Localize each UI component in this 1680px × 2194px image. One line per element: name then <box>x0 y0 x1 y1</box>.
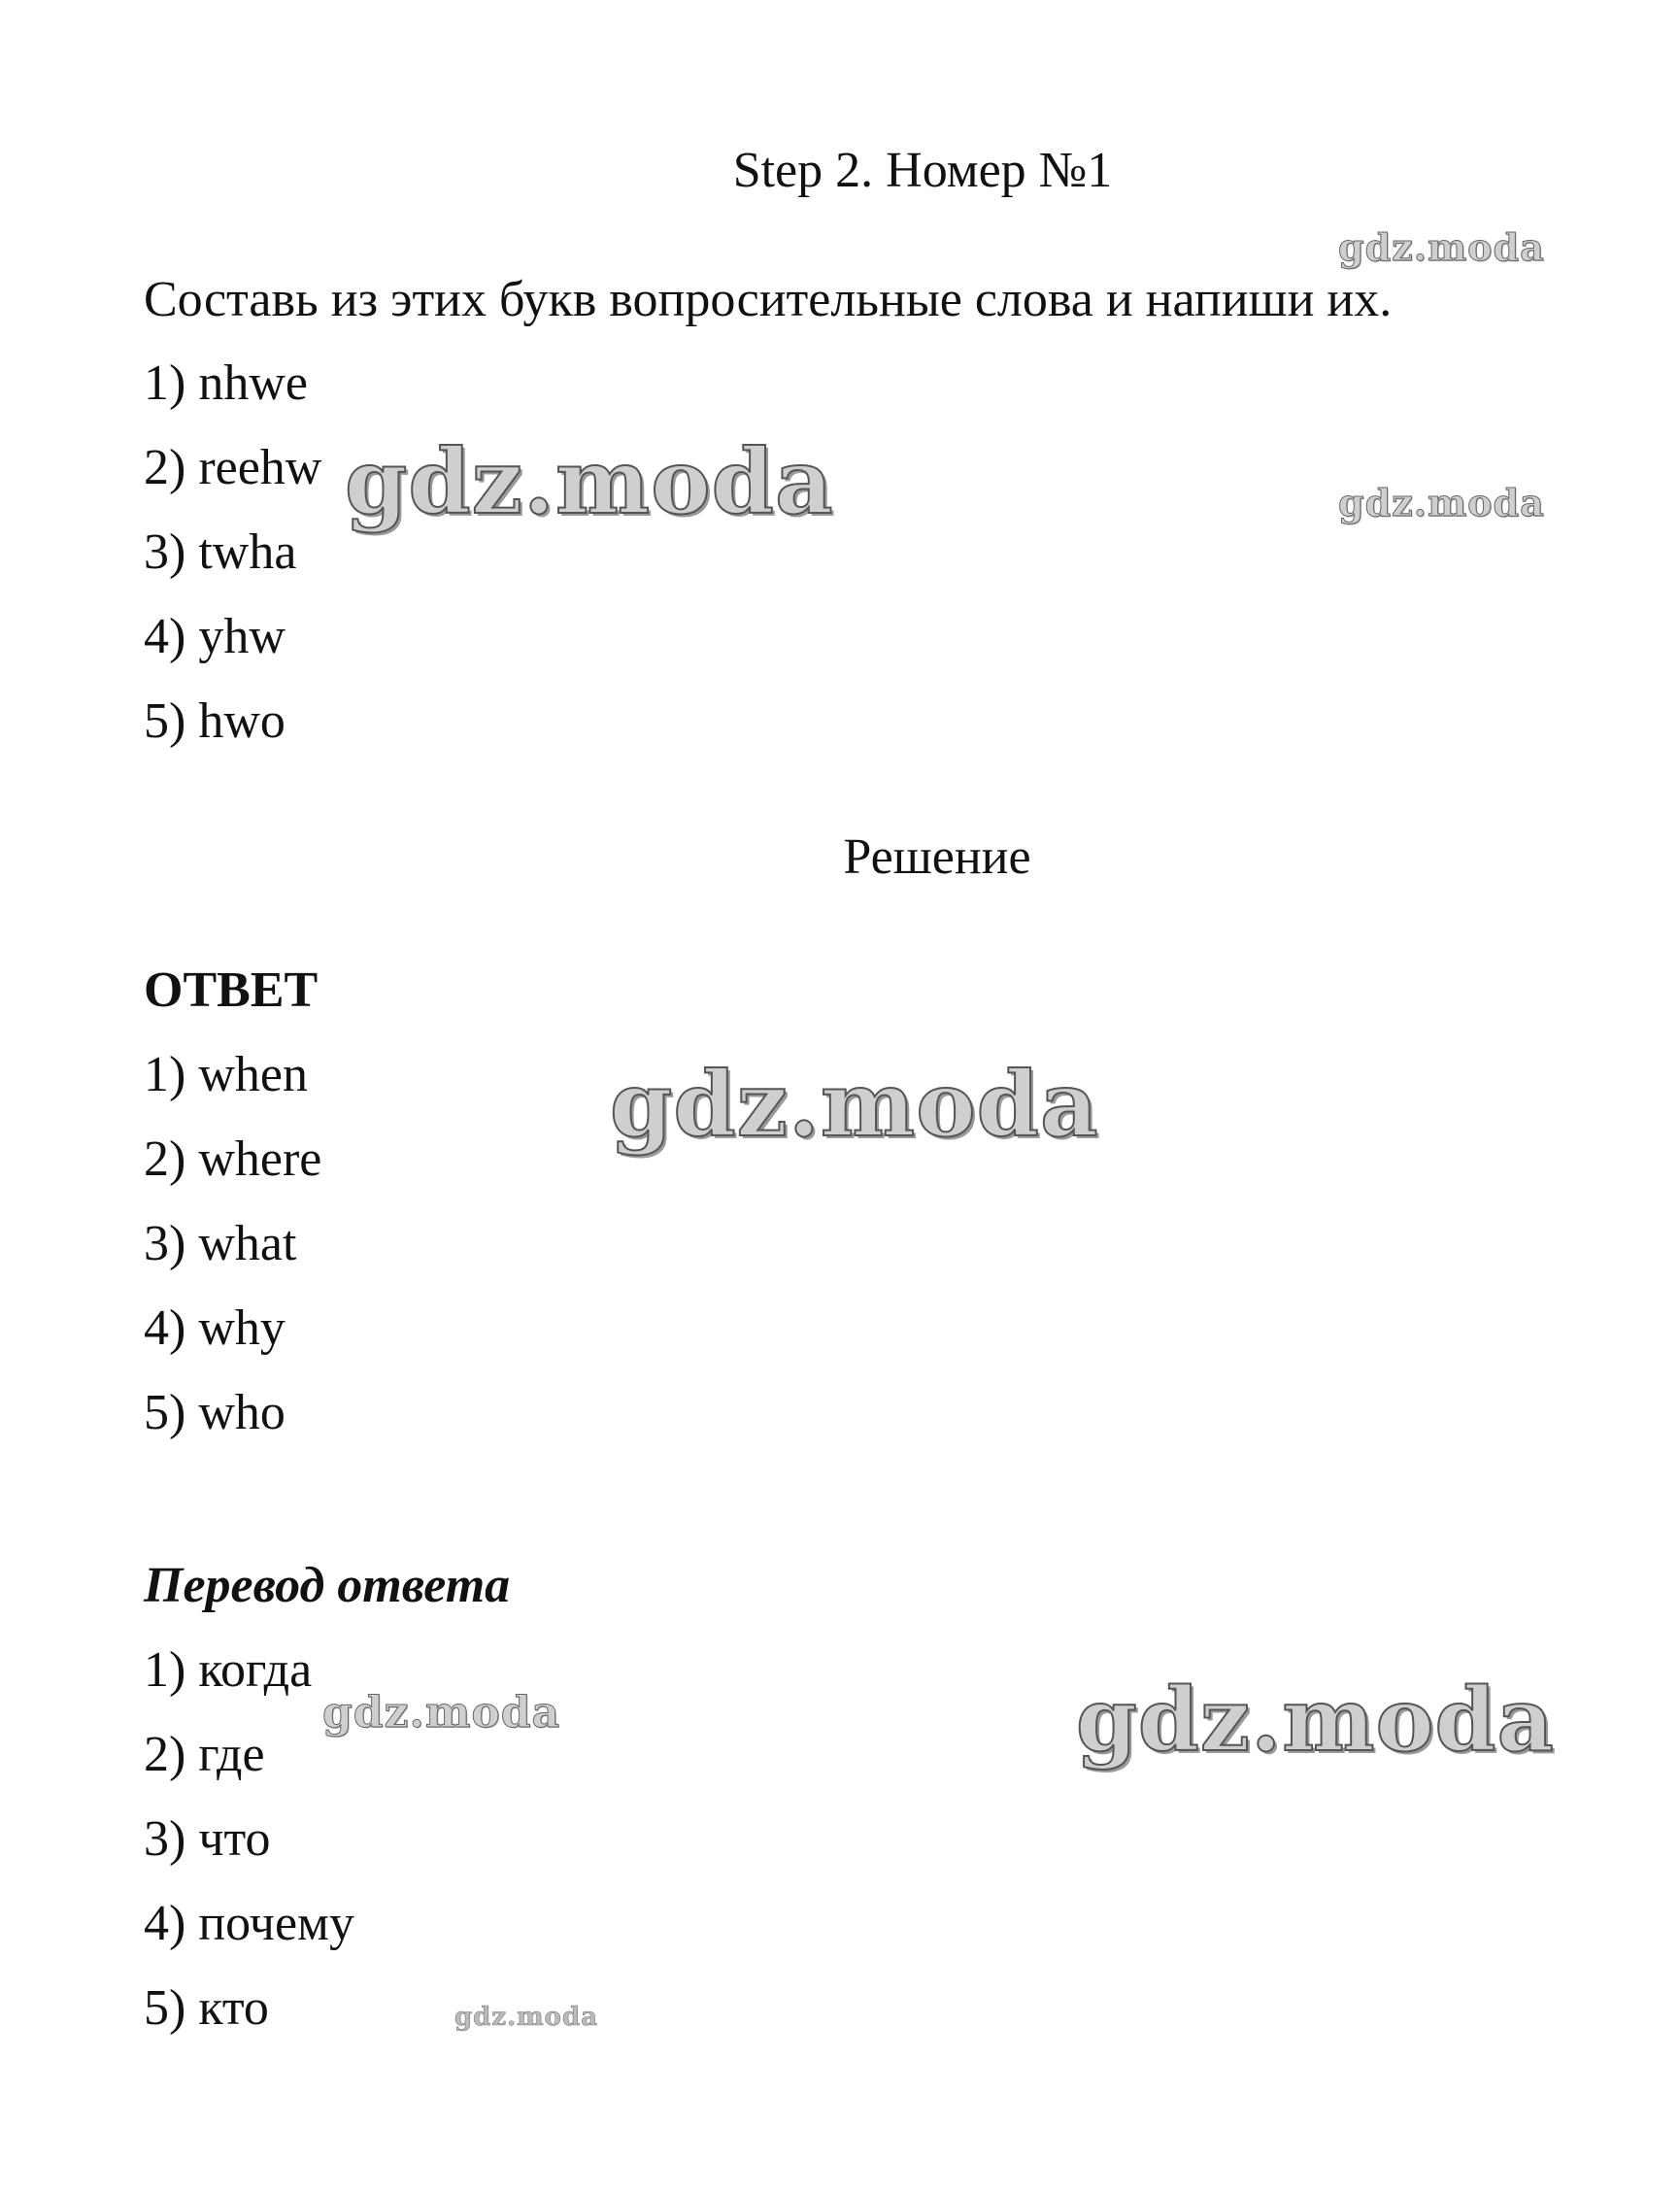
page-title: Step 2. Номер №1 <box>732 143 1113 198</box>
translation-item: 1) когда <box>144 1642 313 1698</box>
watermark: gdz.moda <box>322 1688 561 1738</box>
watermark: gdz.moda <box>1076 1669 1555 1772</box>
answer-item: 2) where <box>144 1131 322 1187</box>
solution-heading: Решение <box>843 829 1031 885</box>
translation-item: 4) почему <box>144 1896 354 1951</box>
watermark: gdz.moda <box>1338 225 1545 269</box>
watermark: gdz.moda <box>345 429 834 534</box>
task-item: 5) hwo <box>144 693 286 749</box>
answer-heading: ОТВЕТ <box>144 962 319 1018</box>
task-item: 3) twha <box>144 524 297 580</box>
answer-item: 4) why <box>144 1300 286 1356</box>
translation-heading: Перевод ответа <box>144 1558 511 1613</box>
watermark: gdz.moda <box>454 2003 599 2032</box>
translation-item: 5) кто <box>144 1980 269 2036</box>
task-item: 4) yhw <box>144 609 286 664</box>
answer-item: 5) who <box>144 1385 286 1440</box>
watermark: gdz.moda <box>610 1052 1099 1157</box>
answer-item: 3) what <box>144 1216 297 1271</box>
translation-item: 2) где <box>144 1727 265 1782</box>
task-item: 1) nhwe <box>144 355 308 411</box>
task-instruction: Составь из этих букв вопросительные слова и напиши их. <box>144 272 1393 327</box>
watermark: gdz.moda <box>1338 481 1545 524</box>
task-item: 2) reehw <box>144 440 322 495</box>
answer-item: 1) when <box>144 1047 308 1102</box>
translation-item: 3) что <box>144 1811 271 1867</box>
